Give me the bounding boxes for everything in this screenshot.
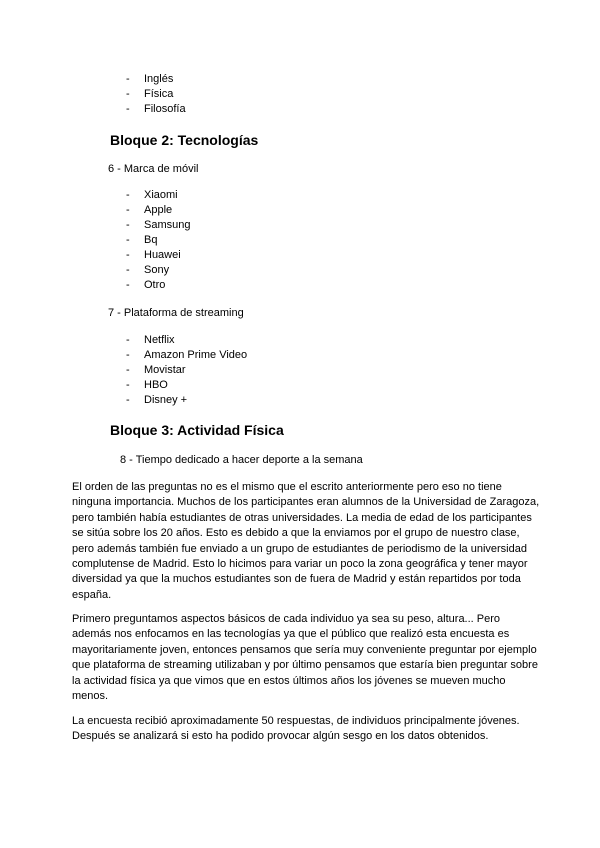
list-item: - Disney +: [0, 393, 600, 408]
paragraph-3: La encuesta recibió aproximadamente 50 respuestas, de individuos principalmente jóvenes. Después se analizará si esto ha podido provocar algún sesgo en los datos obtenidos.: [72, 715, 520, 743]
subject-list: [0, 72, 600, 117]
list-item: - Física: [0, 87, 600, 102]
section-heading-bloque-2: Bloque 2: Tecnologías: [110, 132, 259, 148]
list-item: - Bq: [0, 233, 600, 248]
list-item: - Netflix: [0, 333, 600, 348]
question-7-label: 7 - Plataforma de streaming: [108, 307, 244, 319]
list-item: - Filosofía: [0, 102, 600, 117]
section-heading-bloque-3: Bloque 3: Actividad Física: [110, 422, 284, 438]
paragraph-1: El orden de las preguntas no es el mismo que el escrito anteriormente pero eso no tiene ninguna importancia. Muchos de los participantes eran alumnos de la Universidad de Zaragoza, pero también había estudiantes de otras universidades. La media de edad de los participantes se sitúa sobre los 20 años. Esto es debido a que la enviamos por el grupo de nuestro clase, pero además también fue enviado a un grupo de estudiantes de periodismo de la universidad complutense de Madrid. Esto lo hicimos para variar un poco la zona geográfica y tener mayor diversidad ya que la muchos estudiantes son de fuera de Madrid y están repartidos por toda españa.: [72, 481, 540, 601]
question-6-options: [0, 188, 600, 293]
list-item: - Apple: [0, 203, 600, 218]
paragraph-2: Primero preguntamos aspectos básicos de cada individuo ya sea su peso, altura... Pero además nos enfocamos en las tecnologías ya que el público que realizó esta encuesta es mayoritariamente joven, entonces pensamos que sería muy conveniente preguntar por ejemplo que plataforma de streaming utilizaban y por último pensamos que estaría bien preguntar sobre la actividad física ya que vimos que en estos últimos años los jóvenes se mueven mucho menos.: [72, 613, 538, 703]
list-item: - Samsung: [0, 218, 600, 233]
list-item: - Amazon Prime Video: [0, 348, 600, 363]
question-8-label: 8 - Tiempo dedicado a hacer deporte a la semana: [120, 454, 363, 466]
question-6-label: 6 - Marca de móvil: [108, 163, 199, 175]
list-item: - Otro: [0, 278, 600, 293]
list-item: - Huawei: [0, 248, 600, 263]
list-item: - Xiaomi: [0, 188, 600, 203]
list-item: - HBO: [0, 378, 600, 393]
question-7-options: [0, 333, 600, 408]
list-item: - Inglés: [0, 72, 600, 87]
list-item: - Sony: [0, 263, 600, 278]
list-item: - Movistar: [0, 363, 600, 378]
